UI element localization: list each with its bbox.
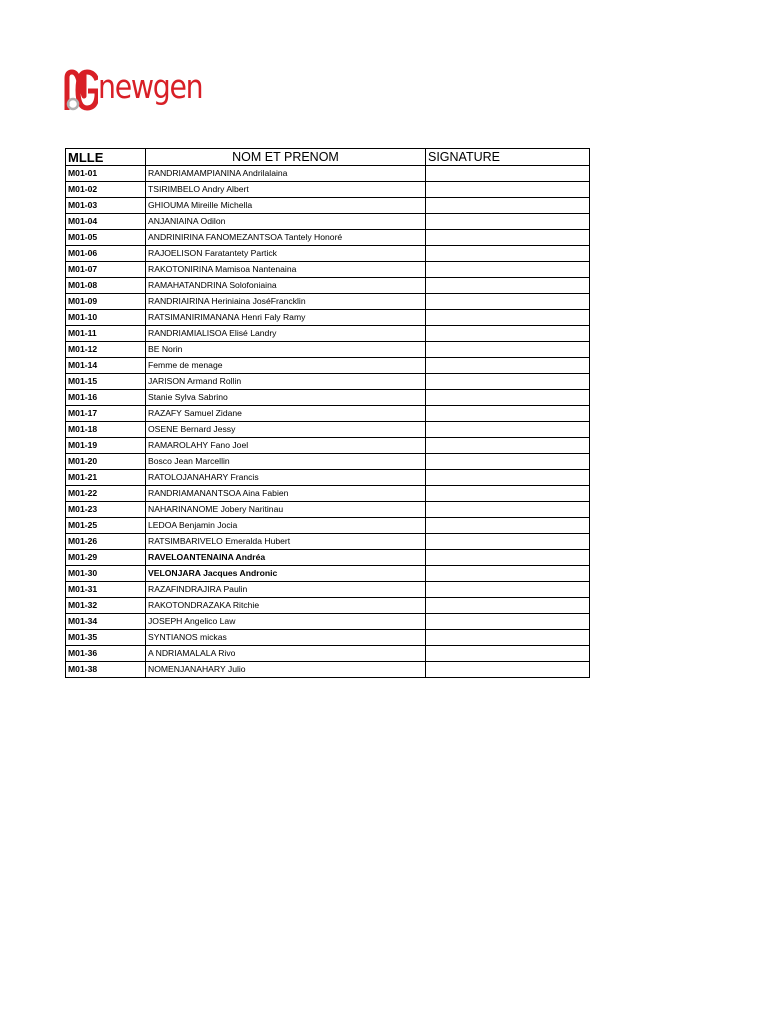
cell-signature[interactable] — [426, 230, 590, 246]
cell-nom-et-prenom: A NDRIAMALALA Rivo — [146, 646, 426, 662]
table-row — [66, 438, 590, 454]
cell-signature[interactable] — [426, 390, 590, 406]
cell-nom-et-prenom: RAMAHATANDRINA Solofoniaina — [146, 278, 426, 294]
cell-mlle: M01-31 — [66, 582, 146, 598]
cell-signature[interactable] — [426, 646, 590, 662]
cell-mlle: M01-17 — [66, 406, 146, 422]
cell-nom-et-prenom: TSIRIMBELO Andry Albert — [146, 182, 426, 198]
cell-nom-et-prenom: JARISON Armand Rollin — [146, 374, 426, 390]
table-row — [66, 518, 590, 534]
cell-signature[interactable] — [426, 198, 590, 214]
cell-signature[interactable] — [426, 406, 590, 422]
cell-signature[interactable] — [426, 326, 590, 342]
cell-mlle: M01-35 — [66, 630, 146, 646]
cell-mlle: M01-19 — [66, 438, 146, 454]
cell-mlle: M01-11 — [66, 326, 146, 342]
table-row — [66, 342, 590, 358]
cell-mlle: M01-02 — [66, 182, 146, 198]
cell-signature[interactable] — [426, 582, 590, 598]
attendance-table — [65, 148, 590, 678]
table-row — [66, 582, 590, 598]
table-row — [66, 294, 590, 310]
cell-nom-et-prenom: BE Norin — [146, 342, 426, 358]
cell-signature[interactable] — [426, 310, 590, 326]
cell-nom-et-prenom: RAVELOANTENAINA Andréa — [146, 550, 426, 566]
table-row — [66, 262, 590, 278]
cell-signature[interactable] — [426, 662, 590, 678]
cell-nom-et-prenom: Femme de menage — [146, 358, 426, 374]
table-row — [66, 550, 590, 566]
table-row — [66, 214, 590, 230]
cell-nom-et-prenom: RAKOTONDRAZAKA Ritchie — [146, 598, 426, 614]
cell-mlle: M01-30 — [66, 566, 146, 582]
table-row — [66, 470, 590, 486]
cell-mlle: M01-09 — [66, 294, 146, 310]
table-row — [66, 454, 590, 470]
cell-mlle: M01-36 — [66, 646, 146, 662]
table-row — [66, 630, 590, 646]
cell-nom-et-prenom: NOMENJANAHARY Julio — [146, 662, 426, 678]
cell-signature[interactable] — [426, 166, 590, 182]
cell-nom-et-prenom: RAZAFY Samuel Zidane — [146, 406, 426, 422]
cell-nom-et-prenom: RAKOTONIRINA Mamisoa Nantenaina — [146, 262, 426, 278]
cell-nom-et-prenom: Bosco Jean Marcellin — [146, 454, 426, 470]
table-row — [66, 422, 590, 438]
cell-nom-et-prenom: ANDRINIRINA FANOMEZANTSOA Tantely Honoré — [146, 230, 426, 246]
table-row — [66, 662, 590, 678]
cell-signature[interactable] — [426, 454, 590, 470]
cell-mlle: M01-18 — [66, 422, 146, 438]
cell-signature[interactable] — [426, 438, 590, 454]
cell-mlle: M01-23 — [66, 502, 146, 518]
cell-mlle: M01-32 — [66, 598, 146, 614]
table-row — [66, 310, 590, 326]
cell-mlle: M01-12 — [66, 342, 146, 358]
cell-mlle: M01-21 — [66, 470, 146, 486]
cell-nom-et-prenom: RATSIMBARIVELO Emeralda Hubert — [146, 534, 426, 550]
cell-signature[interactable] — [426, 566, 590, 582]
cell-signature[interactable] — [426, 502, 590, 518]
cell-nom-et-prenom: RANDRIAMIALISOA Elisé Landry — [146, 326, 426, 342]
table-row — [66, 182, 590, 198]
cell-mlle: M01-20 — [66, 454, 146, 470]
cell-nom-et-prenom: GHIOUMA Mireille Michella — [146, 198, 426, 214]
header-nom-et-prenom: NOM ET PRENOM — [146, 149, 426, 166]
table-row — [66, 166, 590, 182]
logo-wordmark: newgen — [98, 67, 203, 106]
cell-nom-et-prenom: RANDRIAIRINA Heriniaina JoséFrancklin — [146, 294, 426, 310]
cell-signature[interactable] — [426, 358, 590, 374]
cell-nom-et-prenom: RATSIMANIRIMANANA Henri Faly Ramy — [146, 310, 426, 326]
cell-signature[interactable] — [426, 550, 590, 566]
cell-signature[interactable] — [426, 278, 590, 294]
header-mlle: MLLE — [66, 149, 146, 166]
cell-mlle: M01-25 — [66, 518, 146, 534]
cell-signature[interactable] — [426, 598, 590, 614]
cell-nom-et-prenom: VELONJARA Jacques Andronic — [146, 566, 426, 582]
cell-mlle: M01-04 — [66, 214, 146, 230]
table-row — [66, 278, 590, 294]
table-row — [66, 406, 590, 422]
cell-nom-et-prenom: RANDRIAMAMPIANINA Andrilalaina — [146, 166, 426, 182]
cell-mlle: M01-29 — [66, 550, 146, 566]
table-row — [66, 390, 590, 406]
cell-nom-et-prenom: RAZAFINDRAJIRA Paulin — [146, 582, 426, 598]
header-signature: SIGNATURE — [426, 149, 590, 166]
cell-mlle: M01-22 — [66, 486, 146, 502]
cell-signature[interactable] — [426, 630, 590, 646]
newgen-logo — [64, 66, 203, 112]
cell-signature[interactable] — [426, 374, 590, 390]
cell-mlle: M01-26 — [66, 534, 146, 550]
table-row — [66, 230, 590, 246]
table-row — [66, 566, 590, 582]
cell-nom-et-prenom: RANDRIAMANANTSOA Aina Fabien — [146, 486, 426, 502]
table-row — [66, 614, 590, 630]
table-row — [66, 198, 590, 214]
cell-nom-et-prenom: RATOLOJANAHARY Francis — [146, 470, 426, 486]
cell-mlle: M01-07 — [66, 262, 146, 278]
table-row — [66, 486, 590, 502]
cell-nom-et-prenom: SYNTIANOS mickas — [146, 630, 426, 646]
cell-mlle: M01-10 — [66, 310, 146, 326]
cell-nom-et-prenom: RAMAROLAHY Fano Joel — [146, 438, 426, 454]
cell-mlle: M01-14 — [66, 358, 146, 374]
table-row — [66, 502, 590, 518]
cell-nom-et-prenom: JOSEPH Angelico Law — [146, 614, 426, 630]
table-row — [66, 374, 590, 390]
cell-mlle: M01-05 — [66, 230, 146, 246]
table-row — [66, 646, 590, 662]
cell-signature[interactable] — [426, 470, 590, 486]
cell-signature[interactable] — [426, 214, 590, 230]
cell-mlle: M01-38 — [66, 662, 146, 678]
cell-signature[interactable] — [426, 614, 590, 630]
cell-signature[interactable] — [426, 534, 590, 550]
cell-mlle: M01-03 — [66, 198, 146, 214]
table-row — [66, 534, 590, 550]
cell-signature[interactable] — [426, 486, 590, 502]
table-row — [66, 598, 590, 614]
cell-mlle: M01-01 — [66, 166, 146, 182]
cell-signature[interactable] — [426, 294, 590, 310]
cell-signature[interactable] — [426, 262, 590, 278]
header-row — [66, 149, 590, 166]
nG-logo-icon — [64, 66, 98, 112]
cell-signature[interactable] — [426, 518, 590, 534]
cell-signature[interactable] — [426, 246, 590, 262]
table-row — [66, 246, 590, 262]
table-row — [66, 358, 590, 374]
cell-mlle: M01-16 — [66, 390, 146, 406]
cell-nom-et-prenom: LEDOA Benjamin Jocia — [146, 518, 426, 534]
cell-mlle: M01-15 — [66, 374, 146, 390]
cell-signature[interactable] — [426, 422, 590, 438]
cell-mlle: M01-34 — [66, 614, 146, 630]
cell-nom-et-prenom: Stanie Sylva Sabrino — [146, 390, 426, 406]
cell-nom-et-prenom: RAJOELISON Faratantety Partick — [146, 246, 426, 262]
cell-nom-et-prenom: OSENE Bernard Jessy — [146, 422, 426, 438]
cell-nom-et-prenom: ANJANIAINA Odilon — [146, 214, 426, 230]
cell-mlle: M01-08 — [66, 278, 146, 294]
cell-signature[interactable] — [426, 342, 590, 358]
cell-nom-et-prenom: NAHARINANOME Jobery Naritinau — [146, 502, 426, 518]
table-row — [66, 326, 590, 342]
cell-signature[interactable] — [426, 182, 590, 198]
cell-mlle: M01-06 — [66, 246, 146, 262]
